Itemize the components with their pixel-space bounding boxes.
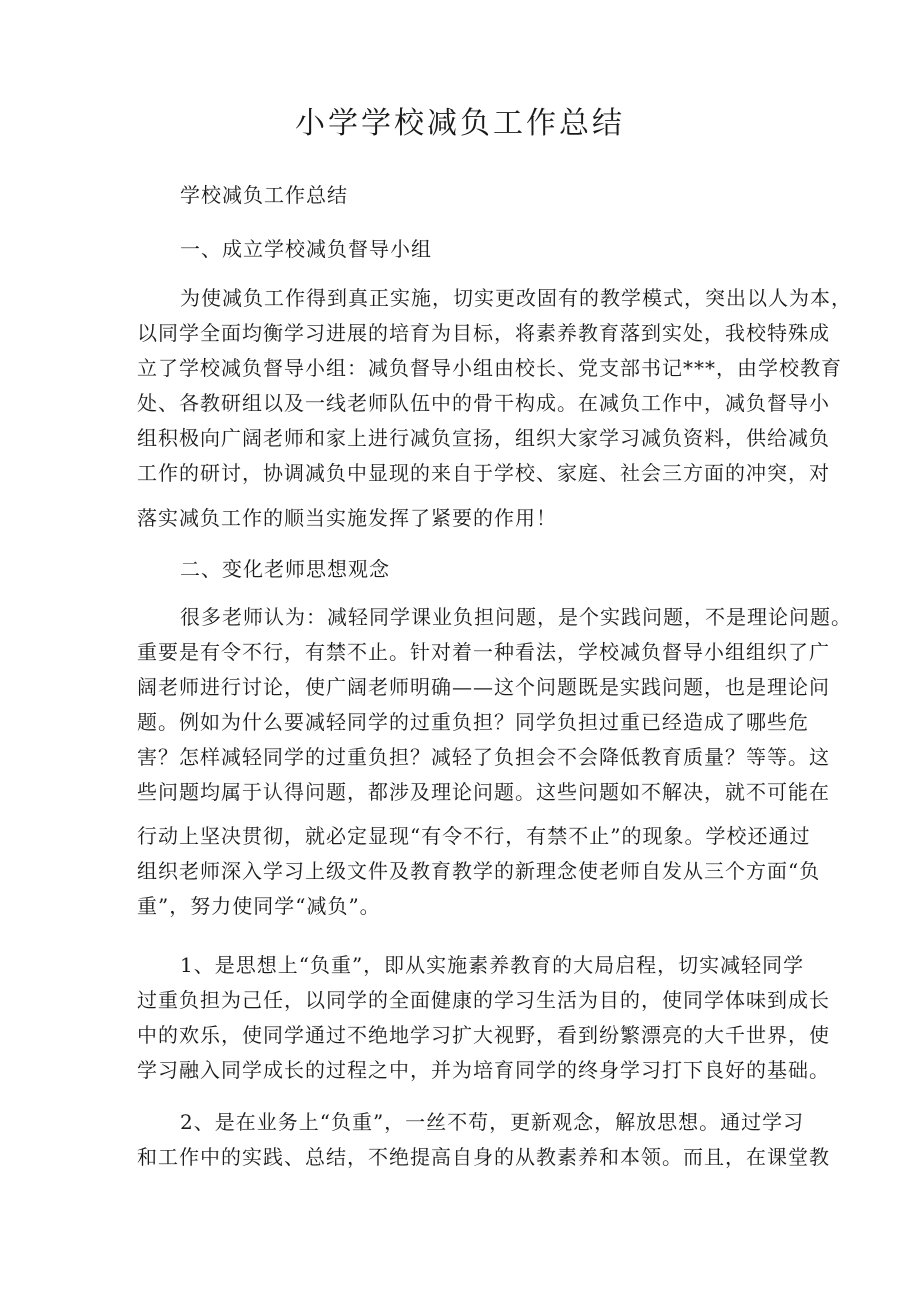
paragraph-line: 害？怎样减轻同学的过重负担？减轻了负担会不会降低教育质量？等等。这 [137, 745, 830, 769]
section-heading-1: 一、成立学校减负督导小组 [180, 237, 432, 261]
paragraph-line: 和工作中的实践、总结，不绝提高自身的从教素养和本领。而且，在课堂教 [137, 1145, 830, 1169]
paragraph-line: 组织老师深入学习上级文件及教育教学的新理念使老师自发从三个方面“负 [137, 859, 821, 883]
paragraph-line: 处、各教研组以及一线老师队伍中的骨干构成。在减负工作中，减负督导小 [137, 391, 830, 415]
paragraph-line: 1、是思想上“负重”，即从实施素养教育的大局启程，切实减轻同学 [180, 953, 805, 977]
paragraph-line: 行动上坚决贯彻，就必定显现“有令不行，有禁不止”的现象。学校还通过 [137, 824, 811, 848]
section-heading-2: 二、变化老师思想观念 [180, 557, 390, 581]
paragraph-line: 阔老师进行讨论，使广阔老师明确——这个问题既是实践问题，也是理论问 [137, 675, 830, 699]
paragraph-line: 立了学校减负督导小组：减负督导小组由校长、党支部书记***，由学校教育 [137, 356, 842, 380]
paragraph-line: 重”，努力使同学“减负”。 [137, 894, 381, 918]
paragraph-line: 过重负担为己任，以同学的全面健康的学习生活为目的，使同学体味到成长 [137, 988, 830, 1012]
document-title: 小学学校减负工作总结 [295, 106, 625, 141]
paragraph-line: 中的欢乐，使同学通过不绝地学习扩大视野，看到纷繁漂亮的大千世界，使 [137, 1023, 830, 1047]
paragraph-line: 题。例如为什么要减轻同学的过重负担？同学负担过重已经造成了哪些危 [137, 710, 809, 734]
paragraph-line: 组积极向广阔老师和家上进行减负宣扬，组织大家学习减负资料，供给减负 [137, 426, 830, 450]
paragraph-line: 很多老师认为：减轻同学课业负担问题，是个实践问题，不是理论问题。 [180, 605, 852, 629]
paragraph-line: 为使减负工作得到真正实施，切实更改固有的教学模式，突出以人为本， [180, 286, 852, 310]
paragraph-line: 重要是有令不行，有禁不止。针对着一种看法，学校减负督导小组组织了广 [137, 640, 830, 664]
paragraph-line: 些问题均属于认得问题，都涉及理论问题。这些问题如不解决，就不可能在 [137, 780, 830, 804]
paragraph-line: 2、是在业务上“负重”，一丝不苟，更新观念，解放思想。通过学习 [180, 1110, 805, 1134]
paragraph-line: 落实减负工作的顺当实施发挥了紧要的作用！ [137, 506, 557, 530]
paragraph-line: 工作的研讨，协调减负中显现的来自于学校、家庭、社会三方面的冲突，对 [137, 461, 830, 485]
paragraph-line: 学习融入同学成长的过程之中，并为培育同学的终身学习打下良好的基础。 [137, 1058, 830, 1082]
document-subtitle: 学校减负工作总结 [180, 183, 348, 207]
paragraph-line: 以同学全面均衡学习进展的培育为目标，将素养教育落到实处，我校特殊成 [137, 321, 830, 345]
